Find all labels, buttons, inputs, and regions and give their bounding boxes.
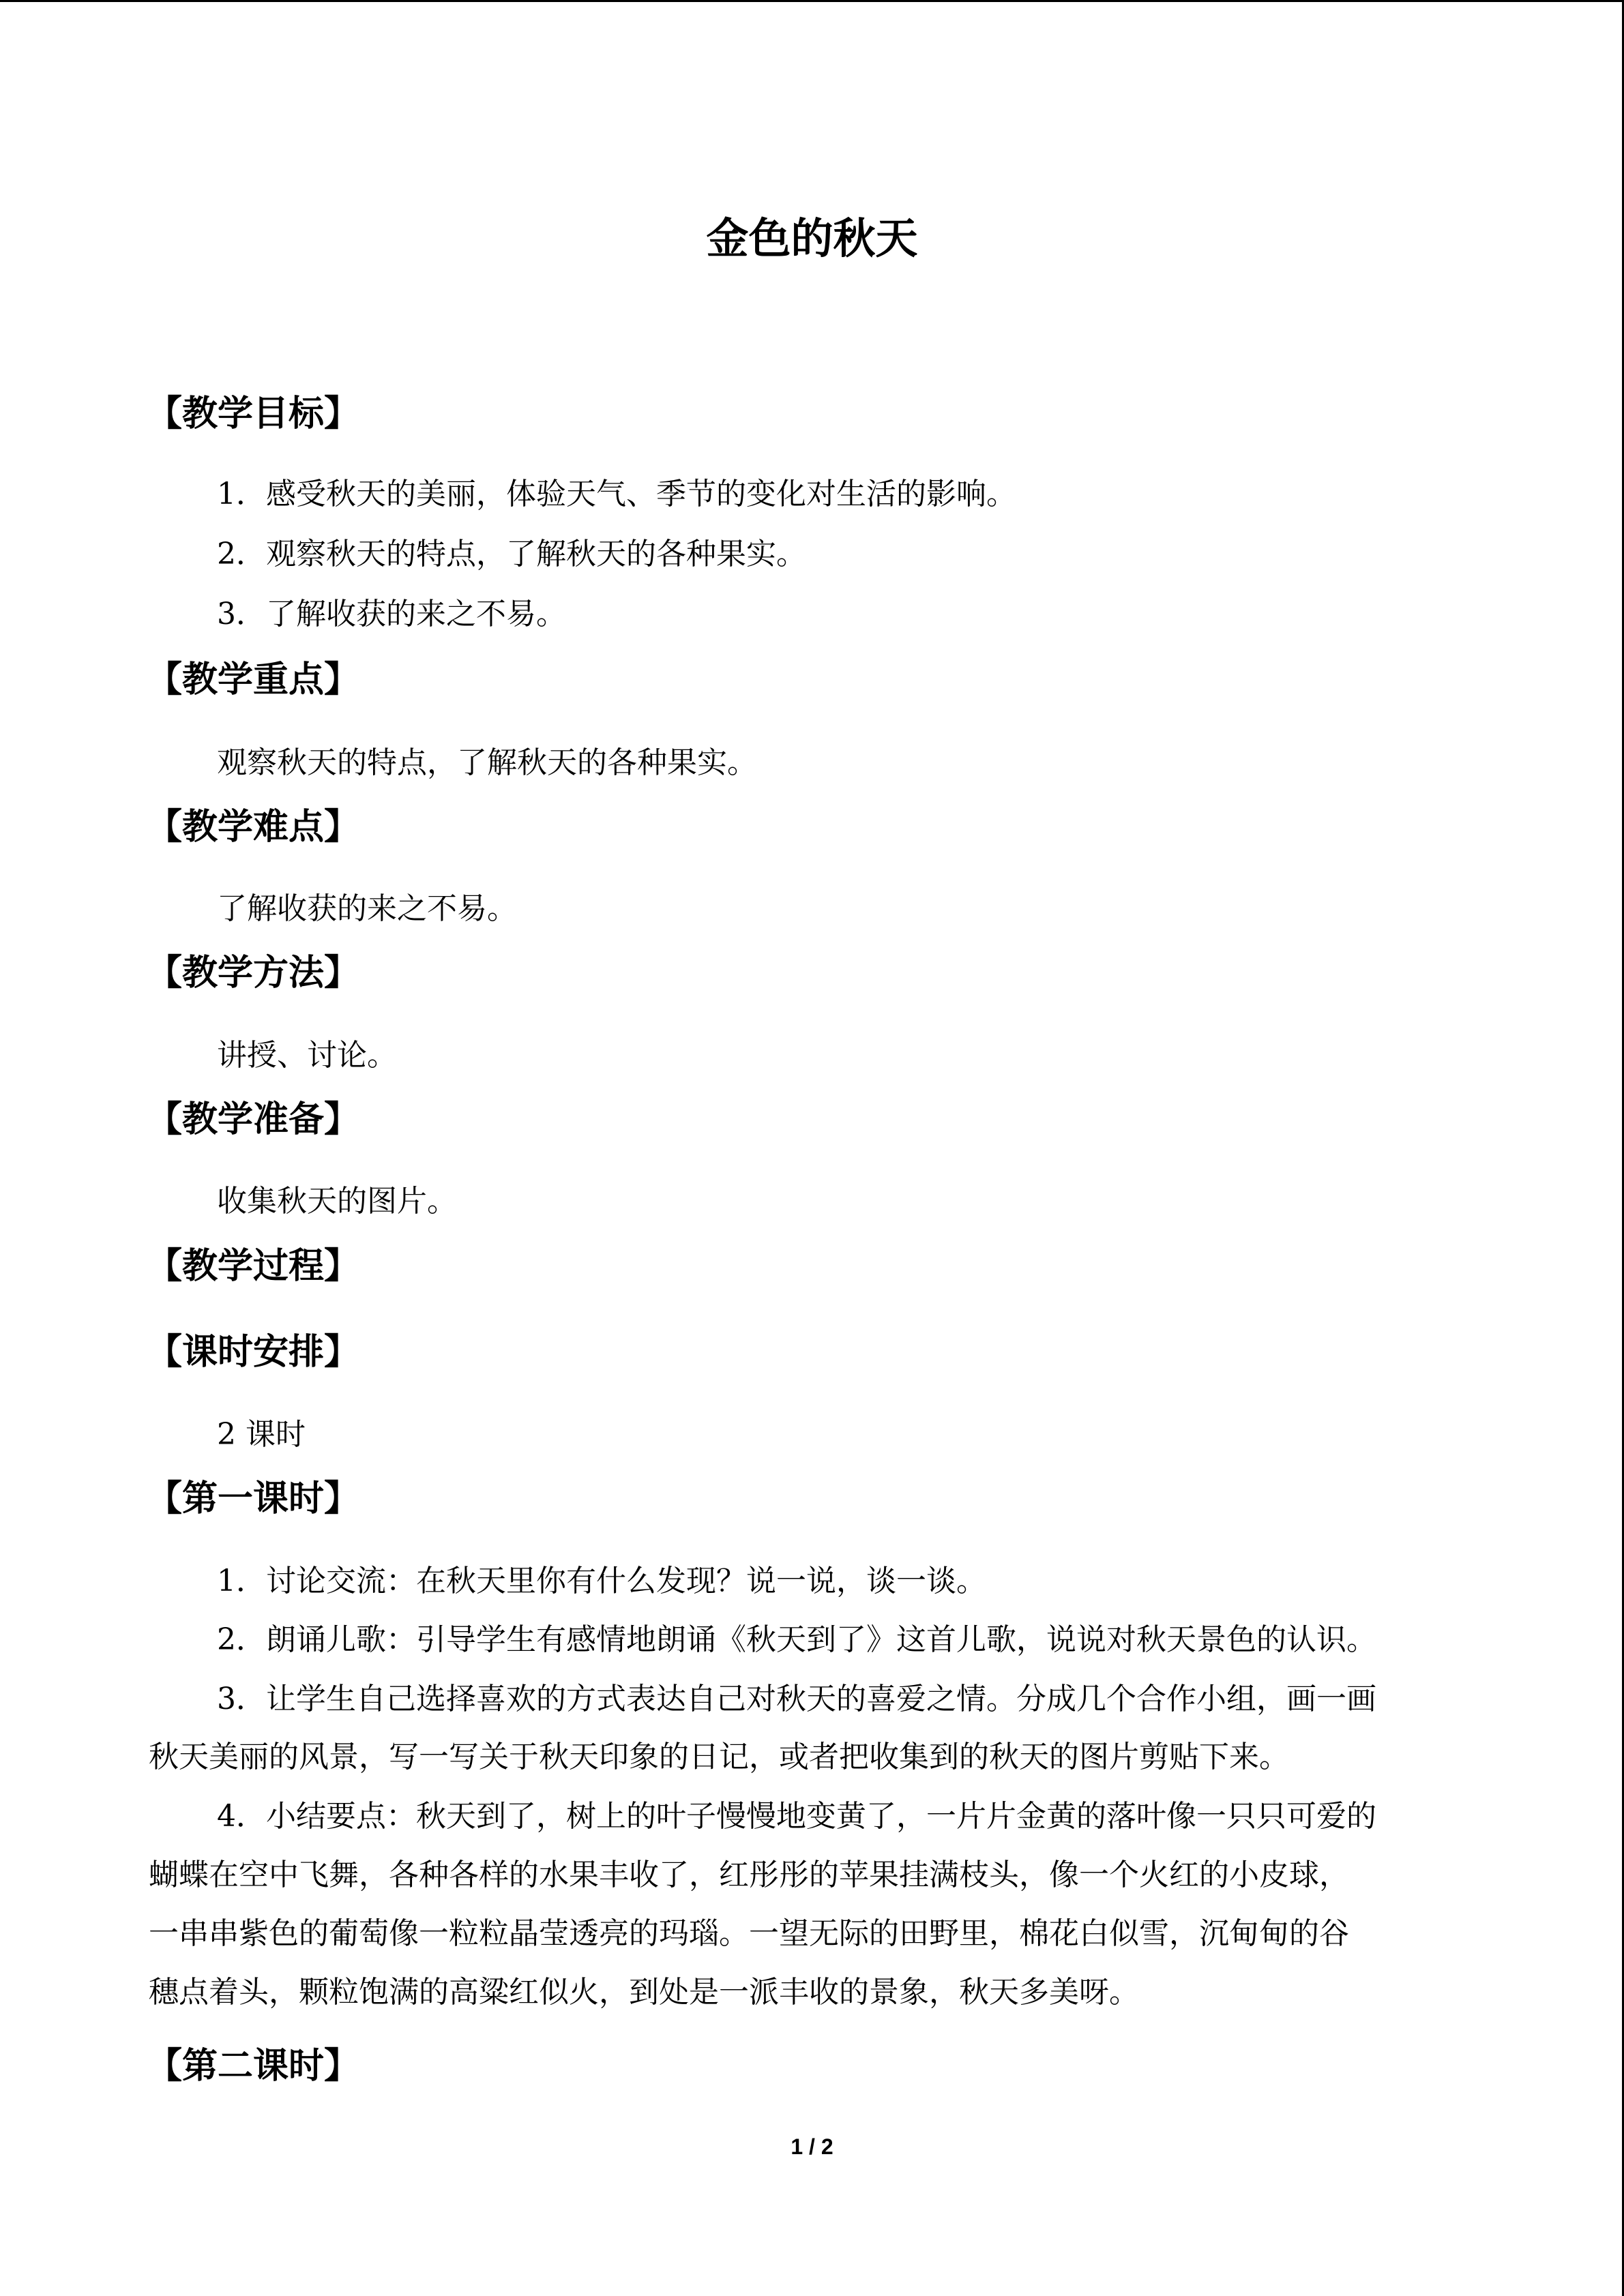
- heading-difficulties: 【教学难点】: [147, 807, 360, 848]
- lesson-1-line: 4．小结要点：秋天到了，树上的叶子慢慢地变黄了，一片片金黄的落叶像一只只可爱的: [217, 1799, 1376, 1834]
- lesson-1-line: 穗点着头，颗粒饱满的高粱红似火，到处是一派丰收的景象，秋天多美呀。: [149, 1975, 1139, 2010]
- key-points-text: 观察秋天的特点，了解秋天的各种果实。: [217, 745, 757, 780]
- top-border: [0, 0, 1624, 2]
- heading-lesson-2: 【第二课时】: [147, 2046, 360, 2087]
- page-number: 1 / 2: [791, 2134, 833, 2159]
- objective-item-2: 2．观察秋天的特点，了解秋天的各种果实。: [217, 537, 806, 571]
- heading-objectives: 【教学目标】: [147, 393, 360, 434]
- heading-schedule: 【课时安排】: [147, 1332, 360, 1373]
- objective-item-1: 1．感受秋天的美丽，体验天气、季节的变化对生活的影响。: [217, 477, 1016, 511]
- heading-lesson-1: 【第一课时】: [147, 1478, 360, 1519]
- methods-text: 讲授、讨论。: [217, 1038, 397, 1073]
- heading-process: 【教学过程】: [147, 1246, 360, 1287]
- difficulties-text: 了解收获的来之不易。: [217, 891, 517, 926]
- lesson-1-line: 秋天美丽的风景，写一写关于秋天印象的日记，或者把收集到的秋天的图片剪贴下来。: [149, 1740, 1289, 1774]
- schedule-text: 2 课时: [217, 1417, 306, 1452]
- lesson-1-line: 蝴蝶在空中飞舞，各种各样的水果丰收了，红彤彤的苹果挂满枝头，像一个火红的小皮球，: [149, 1858, 1349, 1892]
- lesson-1-line: 1．讨论交流：在秋天里你有什么发现？说一说，谈一谈。: [217, 1564, 986, 1598]
- lesson-1-line: 2．朗诵儿歌：引导学生有感情地朗诵《秋天到了》这首儿歌，说说对秋天景色的认识。: [217, 1622, 1376, 1657]
- document-title: 金色的秋天: [706, 213, 918, 263]
- heading-key-points: 【教学重点】: [147, 659, 360, 700]
- heading-methods: 【教学方法】: [147, 953, 360, 994]
- lesson-1-line: 3．让学生自己选择喜欢的方式表达自己对秋天的喜爱之情。分成几个合作小组，画一画: [217, 1682, 1376, 1716]
- lesson-1-line: 一串串紫色的葡萄像一粒粒晶莹透亮的玛瑙。一望无际的田野里，棉花白似雪，沉甸甸的谷: [149, 1916, 1349, 1951]
- objective-item-3: 3．了解收获的来之不易。: [217, 597, 566, 631]
- heading-preparation: 【教学准备】: [147, 1099, 360, 1140]
- preparation-text: 收集秋天的图片。: [217, 1184, 457, 1219]
